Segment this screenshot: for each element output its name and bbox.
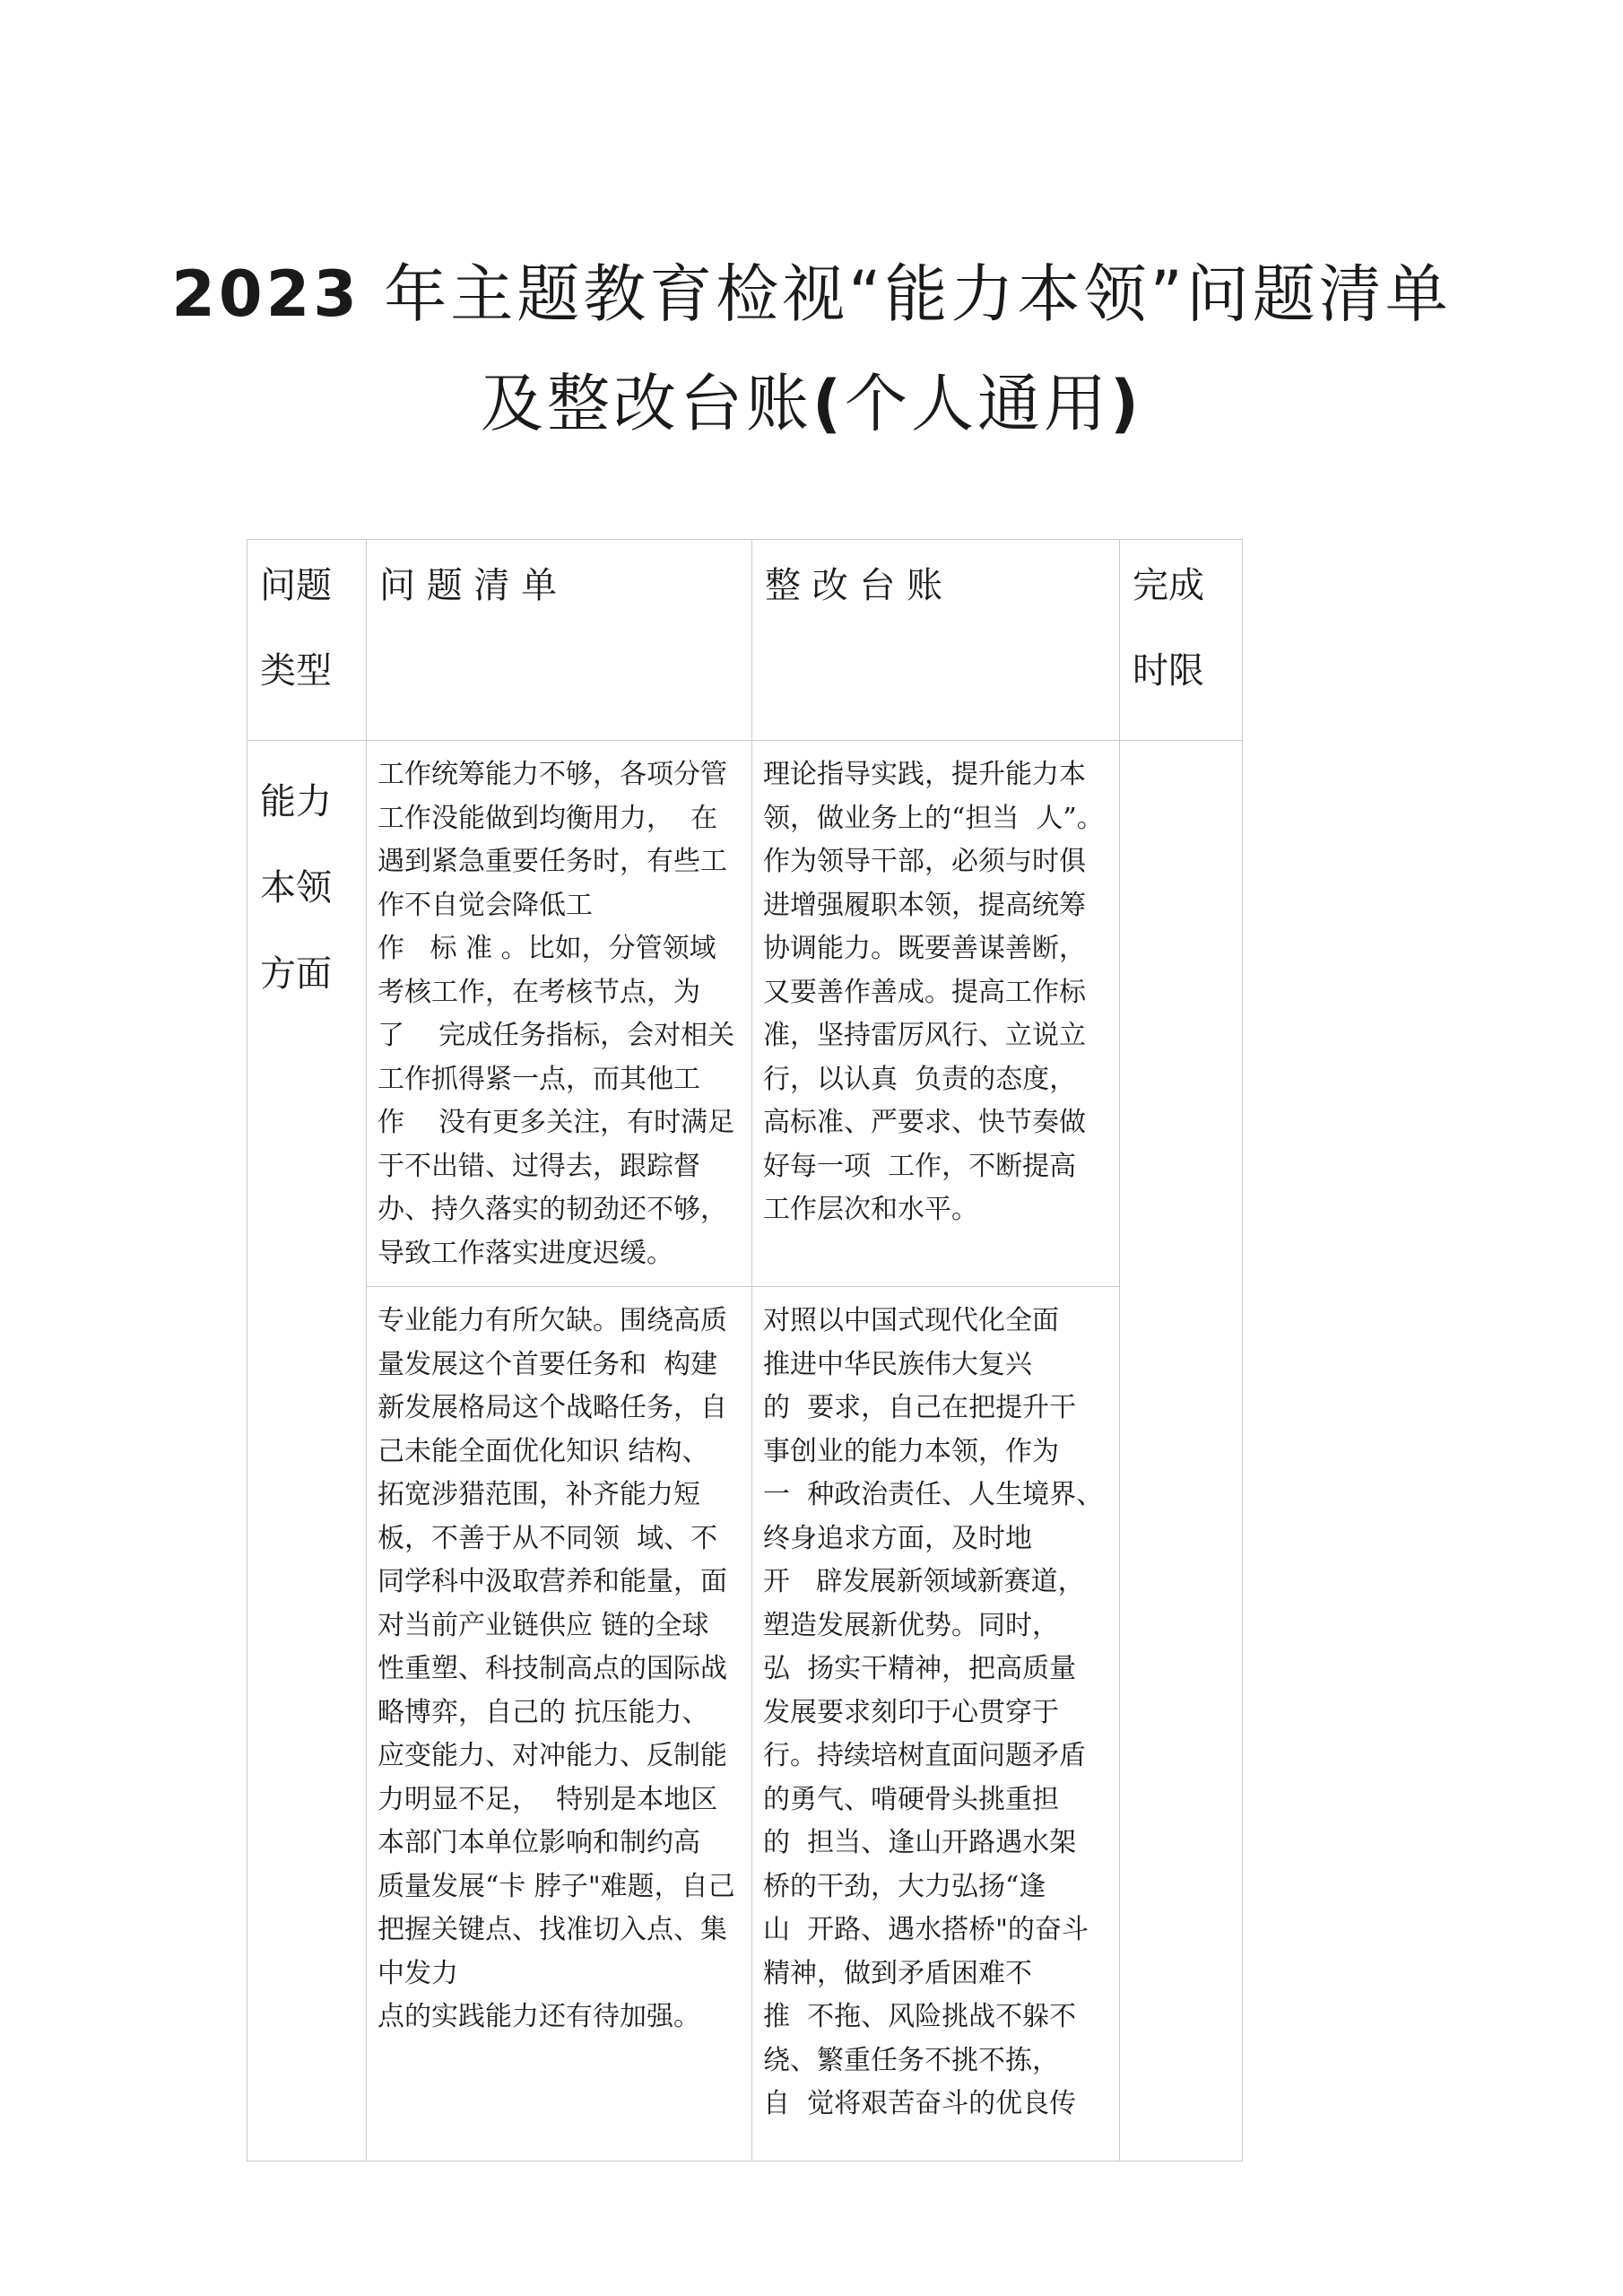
category-line-1: 能力	[260, 781, 332, 822]
issue-cell	[367, 1287, 752, 2161]
text-line: 点的实践能力还有待加强。	[378, 2001, 700, 2032]
text-line: 山 开路、遇水搭桥"的奋斗	[763, 1914, 1089, 1945]
text-line: 自 觉将艰苦奋斗的优良传	[763, 2088, 1077, 2119]
title-paren-open: (	[812, 367, 845, 440]
text-line: 板，不善于从不同领 域、不	[378, 1522, 718, 1554]
text-line: 的勇气、啃硬骨头挑重担	[763, 1783, 1059, 1815]
text-line: 对当前产业链供应 链的全球	[378, 1609, 709, 1641]
header-deadline-line-1: 完成	[1133, 565, 1204, 606]
text-line: 终身追求方面，及时地	[763, 1522, 1032, 1554]
text-line: 的 担当、逢山开路遇水架	[763, 1827, 1077, 1858]
text-line: 遇到紧急重要任务时，有些工	[378, 846, 727, 877]
text-line: 工作层次和水平。	[763, 1194, 978, 1225]
text-line: 工作统筹能力不够，各项分管	[378, 759, 727, 790]
text-line: 量发展这个首要任务和 构建	[378, 1348, 718, 1380]
text-line: 领，做业务上的“担当 人”。	[763, 802, 1104, 834]
text-line: 导致工作落实进度迟缓。	[378, 1237, 673, 1269]
issue-cell	[367, 741, 752, 1287]
title-paren-close: )	[1110, 367, 1142, 440]
text-line: 一 种政治责任、人生境界、	[763, 1479, 1104, 1510]
text-line: 弘 扬实干精神，把高质量	[763, 1653, 1077, 1684]
text-line: 作 标 准 。比如，分管领域	[378, 933, 716, 964]
text-line: 精神，做到矛盾困难不	[763, 1957, 1032, 1989]
text-line: 拓宽涉猎范围，补齐能力短	[378, 1479, 700, 1510]
text-line: 考核工作，在考核节点，为	[378, 976, 700, 1008]
header-rectification-ledger	[752, 540, 1120, 741]
text-line: 本部门本单位影响和制约高	[378, 1827, 700, 1858]
text-line: 推进中华民族伟大复兴	[763, 1348, 1032, 1380]
header-issue-type-line-1: 问题	[260, 565, 332, 606]
table-row	[247, 1287, 1243, 2161]
category-line-3: 方面	[260, 953, 332, 995]
text-line: 把握关键点、找准切入点、集	[378, 1914, 727, 1945]
text-line: 性重塑、科技制高点的国际战	[378, 1653, 727, 1684]
text-line: 发展要求刻印于心贯穿于	[763, 1696, 1059, 1728]
deadline-cell	[1120, 741, 1243, 2161]
header-issue-type-line-2: 类型	[260, 650, 332, 691]
text-line: 略博弈，自己的 抗压能力、	[378, 1696, 709, 1728]
text-line: 质量发展“卡 脖子"难题，自己	[378, 1870, 735, 1902]
text-line: 行，以认真 负责的态度，	[763, 1063, 1077, 1095]
header-rectification-ledger-label: 整 改 台 账	[765, 565, 943, 606]
header-deadline	[1120, 540, 1243, 741]
text-line: 于不出错、过得去，跟踪督	[378, 1150, 700, 1182]
text-line: 塑造发展新优势。同时，	[763, 1609, 1059, 1641]
header-issue-type	[247, 540, 367, 741]
rectification-cell	[752, 1287, 1120, 2161]
text-line: 行。持续培树直面问题矛盾	[763, 1740, 1086, 1771]
text-line: 应变能力、对冲能力、反制能	[378, 1740, 727, 1771]
text-line: 协调能力。既要善谋善断，	[763, 933, 1086, 964]
text-line: 己未能全面优化知识 结构、	[378, 1435, 709, 1467]
text-line: 进增强履职本领，提高统筹	[763, 889, 1086, 921]
category-line-2: 本领	[260, 867, 332, 909]
header-issue-list	[367, 540, 752, 741]
header-deadline-line-2: 时限	[1133, 650, 1204, 691]
text-line: 事创业的能力本领，作为	[763, 1435, 1059, 1467]
text-line: 中发力	[378, 1957, 458, 1989]
text-line: 了 完成任务指标，会对相关	[378, 1020, 735, 1051]
text-line: 理论指导实践，提升能力本	[763, 759, 1086, 790]
text-line: 好每一项 工作，不断提高	[763, 1150, 1077, 1182]
text-line: 作为领导干部，必须与时俱	[763, 846, 1086, 877]
title-year: 2023	[171, 257, 361, 331]
text-line: 工作抓得紧一点，而其他工	[378, 1063, 700, 1095]
text-line: 高标准、严要求、快节奏做	[763, 1107, 1086, 1138]
header-issue-list-label: 问 题 清 单	[379, 565, 558, 606]
text-line: 专业能力有所欠缺。围绕高质	[378, 1305, 727, 1336]
title-line-2-text-c: 个人通用	[845, 367, 1110, 440]
title-line-2-text-a: 及整改台账	[481, 367, 812, 440]
text-line: 新发展格局这个战略任务，自	[378, 1392, 727, 1423]
document-title-line-1	[0, 254, 1623, 335]
text-line: 推 不拖、风险挑战不躲不	[763, 2001, 1077, 2032]
text-line: 同学科中汲取营养和能量，面	[378, 1566, 727, 1597]
table-row	[247, 741, 1243, 1287]
rectification-cell	[752, 741, 1120, 1287]
document-title-line-2	[0, 363, 1623, 444]
text-line: 准，坚持雷厉风行、立说立	[763, 1020, 1086, 1051]
text-line: 开 辟发展新领域新赛道，	[763, 1566, 1085, 1597]
text-line: 桥的干劲，大力弘扬“逢	[763, 1870, 1046, 1902]
rectification-ledger-table	[247, 539, 1243, 2161]
text-line: 办、持久落实的韧劲还不够，	[378, 1194, 727, 1225]
text-line: 力明显不足， 特别是本地区	[378, 1783, 718, 1815]
text-line: 的 要求，自己在把提升干	[763, 1392, 1077, 1423]
text-line: 工作没能做到均衡用力， 在	[378, 802, 718, 834]
text-line: 又要善作善成。提高工作标	[763, 976, 1086, 1008]
category-cell	[247, 741, 367, 2161]
title-line-1-text: 年主题教育检视“能力本领”问题清单	[360, 257, 1452, 331]
table-header-row	[247, 540, 1243, 741]
text-line: 作不自觉会降低工	[378, 889, 593, 921]
text-line: 对照以中国式现代化全面	[763, 1305, 1059, 1336]
text-line: 绕、繁重任务不挑不拣，	[763, 2044, 1059, 2076]
text-line: 作 没有更多关注，有时满足	[378, 1107, 735, 1138]
